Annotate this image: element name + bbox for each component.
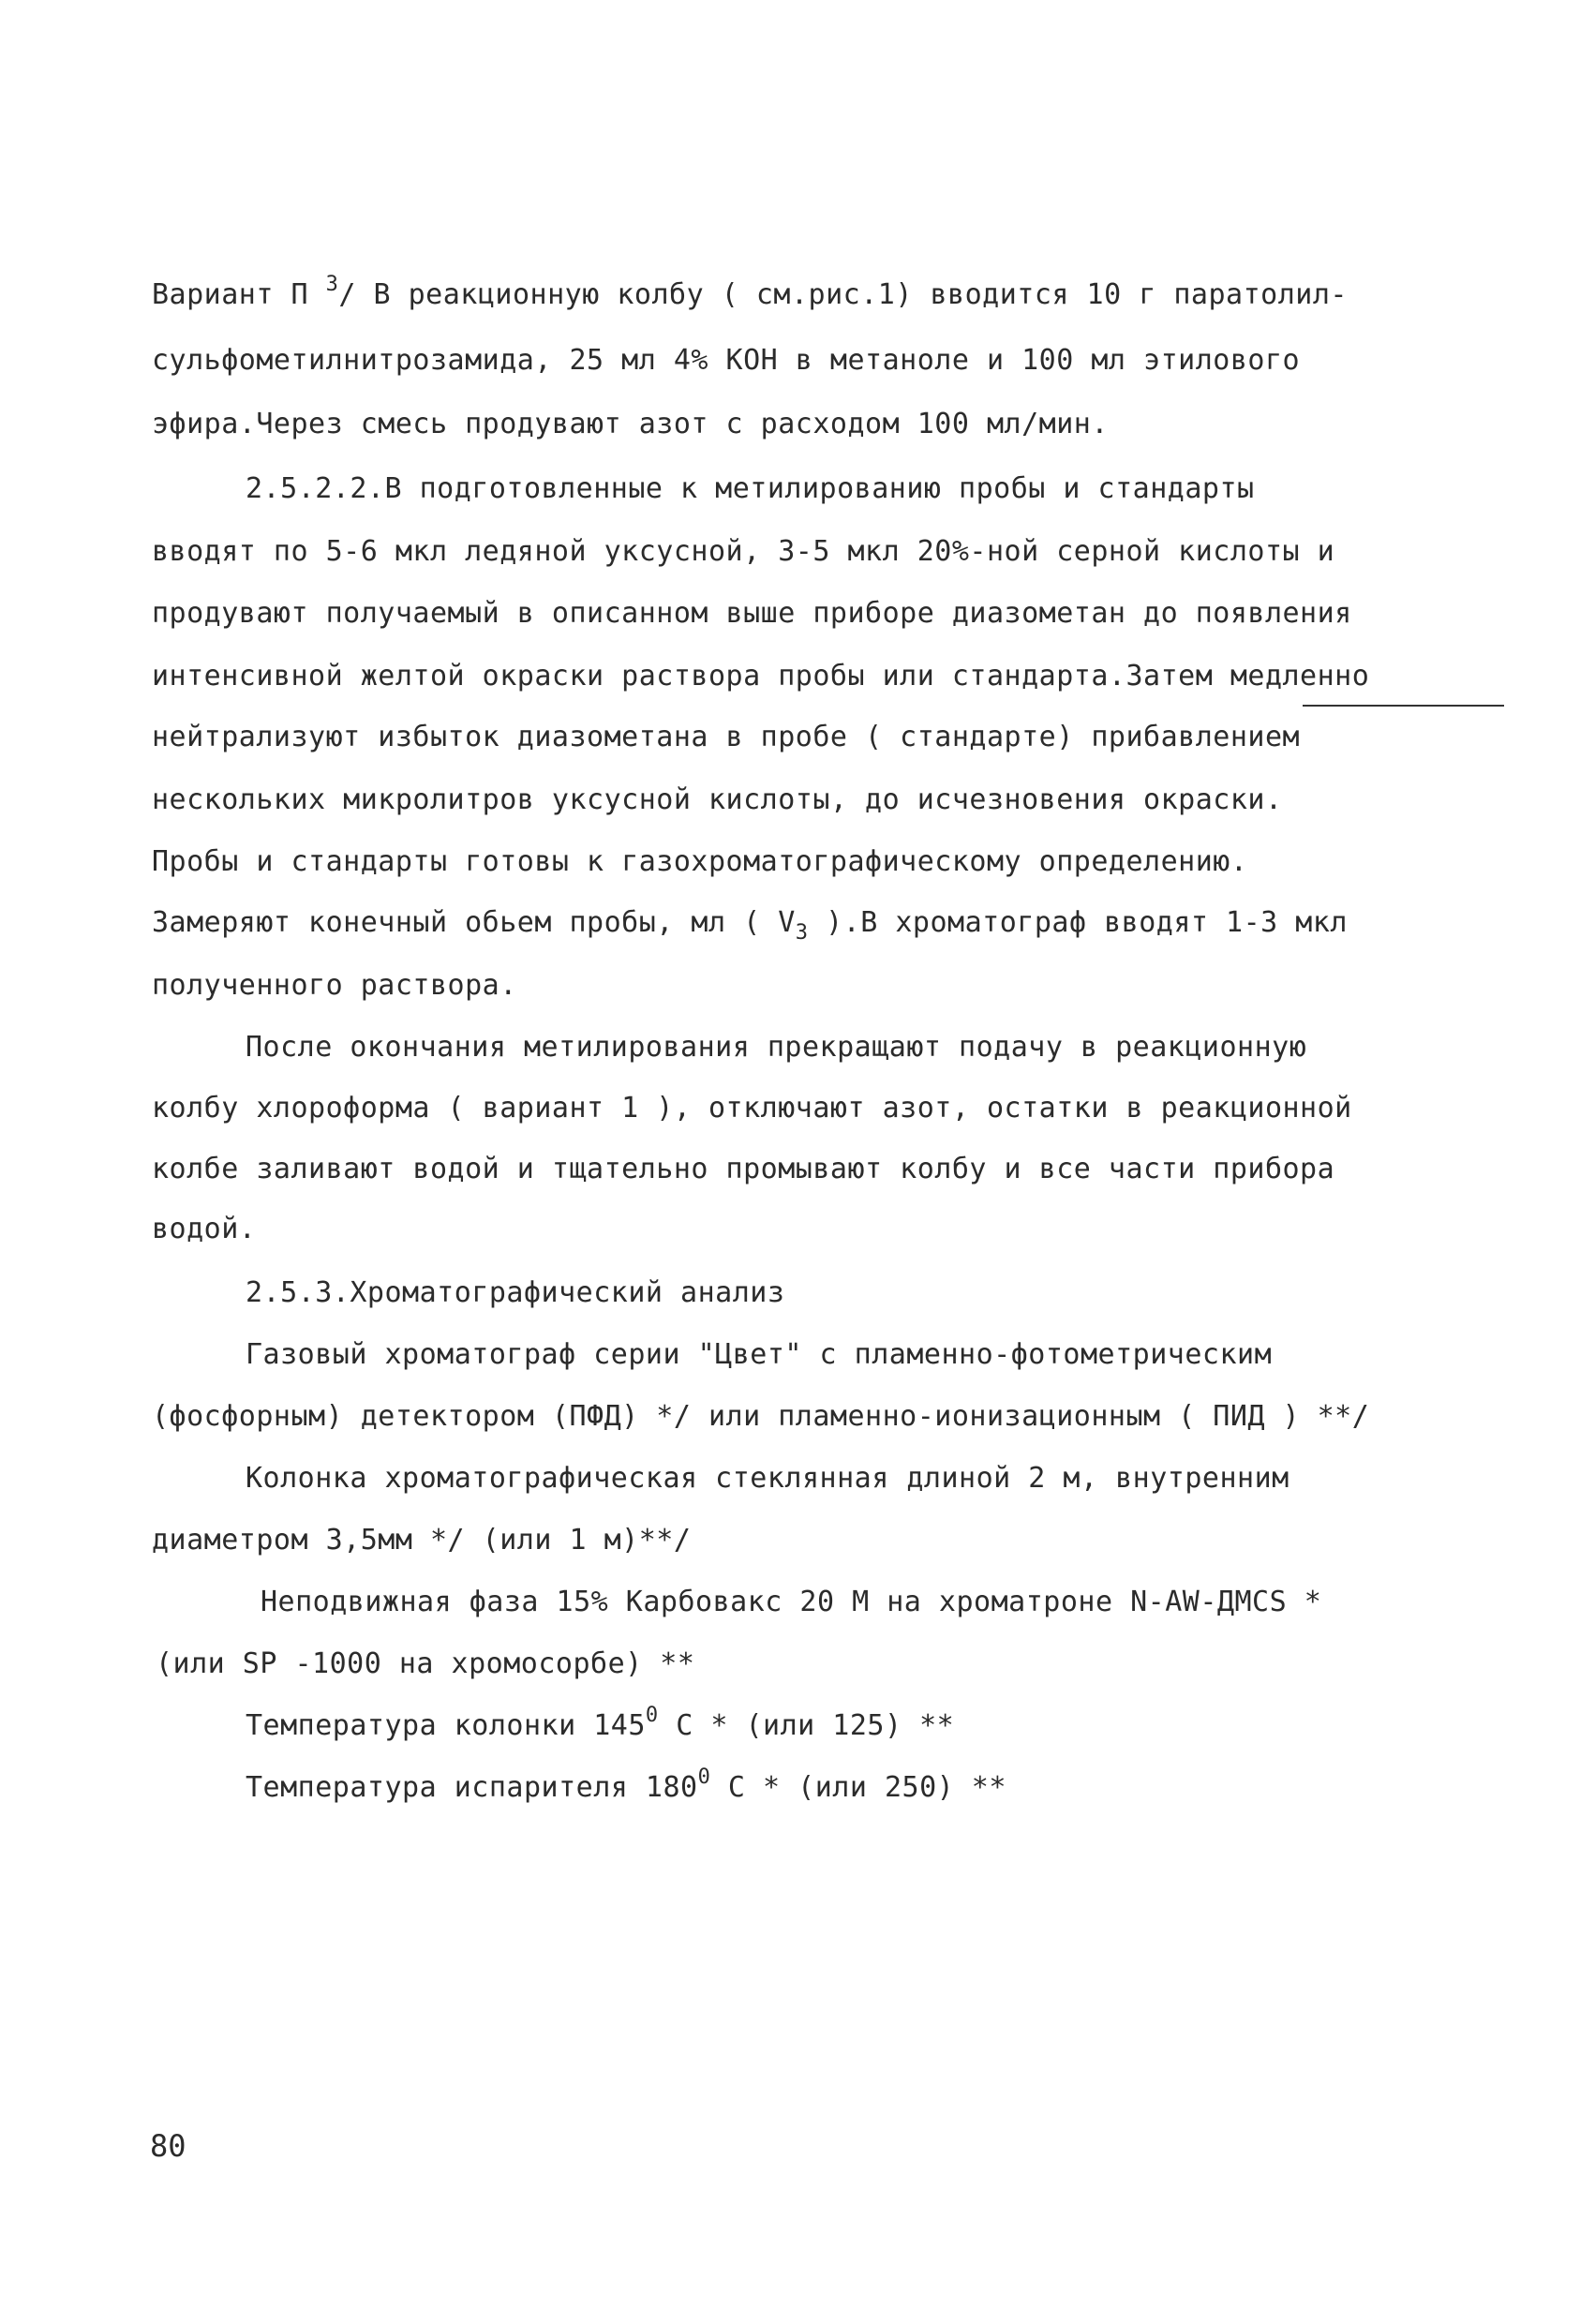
text-line-16: водой. <box>152 1213 257 1245</box>
text-line-9: нескольких микролитров уксусной кислоты, до исчезновения окраски. <box>152 783 1283 816</box>
text-line-2: сульфометилнитрозамида, 25 мл 4% КОН в метаноле и 100 мл этилового <box>152 344 1301 377</box>
text-line-23: (или SP -1000 на хромосорбе) ** <box>156 1647 695 1680</box>
text-line-12: полученного раствора. <box>152 969 517 1002</box>
text-line-11: Замеряют конечный обьем пробы, мл ( $V_3$ ).В хроматограф вводят 1-3 мкл <box>152 906 1348 945</box>
section-2-5-2-2-line: 2.5.2.2.В подготовленные к метилированию пробы и стандарты <box>246 472 1255 505</box>
text-line-13: После окончания метилирования прекращают подачу в реакционную <box>246 1031 1307 1064</box>
text-line-22: Неподвижная фаза 15% Карбовакс 20 М на хроматроне N-AW-ДМCS * <box>261 1586 1322 1618</box>
text-line-15: колбе заливают водой и тщательно промывают колбу и все части прибора <box>152 1153 1335 1185</box>
text-line-5: вводят по 5-6 мкл ледяной уксусной, 3-5 мкл 20%-ной серной кислоты и <box>152 535 1335 568</box>
text-line-20: Колонка хроматографическая стеклянная длиной 2 м, внутренним <box>246 1462 1289 1495</box>
page-number: 80 <box>150 2128 186 2164</box>
text-line-3: эфира.Через смесь продувают азот с расходом 100 мл/мин. <box>152 408 1109 440</box>
text-line-25: Температура испарителя $180^0$ С * (или 250) ** <box>246 1765 1006 1804</box>
text-line-10: Пробы и стандарты готовы к газохроматографическому определению. <box>152 845 1248 878</box>
text-line-19: (фосфорным) детектором (ПФД) */ или пламенно-ионизационным ( ПИД ) **/ <box>152 1400 1370 1433</box>
section-heading-2-5-3: 2.5.3.Хроматографический анализ <box>246 1276 785 1309</box>
text-line-24: Температура колонки $145^0$ С * (или 125) ** <box>246 1704 955 1742</box>
text-line-8: нейтрализуют избыток диазометана в пробе ( стандарте) прибавлением <box>152 721 1301 753</box>
text-line-7: интенсивной желтой окраски раствора пробы или стандарта.Затем медленно <box>152 660 1370 693</box>
text-line-6: продувают получаемый в описанном выше приборе диазометан до появления <box>152 597 1352 630</box>
text-line-14: колбу хлороформа ( вариант 1 ), отключают азот, остатки в реакционной <box>152 1092 1352 1125</box>
text-line-21: диаметром 3,5мм */ (или 1 м)**/ <box>152 1524 692 1557</box>
text-line-1: Вариант П $^3$/ В реакционную колбу ( см.рис.1) вводится 10 г паратолил- <box>152 273 1348 311</box>
text-line-18: Газовый хроматограф серии "Цвет" с пламенно-фотометрическим <box>246 1338 1273 1371</box>
underline-mark <box>1303 705 1504 707</box>
